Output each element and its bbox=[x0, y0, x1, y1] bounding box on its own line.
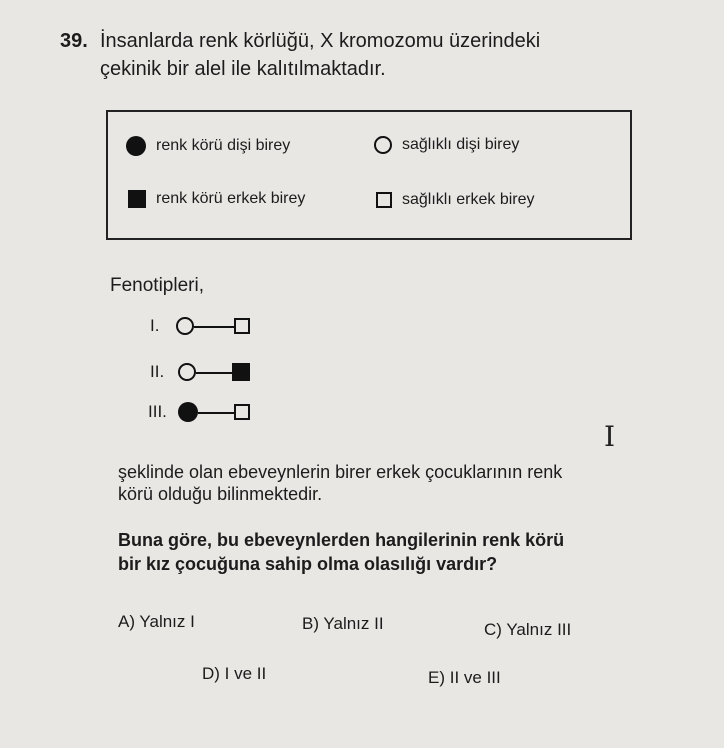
question-line-1: İnsanlarda renk körlüğü, X kromozomu üzerindeki bbox=[100, 30, 541, 52]
empty-square-icon bbox=[376, 192, 392, 208]
legend-box bbox=[106, 110, 632, 240]
statement-line-1: şeklinde olan ebeveynlerin birer erkek çocuklarının renk bbox=[118, 462, 563, 482]
option-b[interactable]: B) Yalnız II bbox=[302, 614, 384, 633]
legend-healthy-male-label: sağlıklı erkek birey bbox=[402, 191, 535, 208]
healthy-male-icon bbox=[234, 404, 250, 420]
prompt-line-2: bir kız çocuğuna sahip olma olasılığı vardır? bbox=[118, 554, 498, 574]
colorblind-female-icon bbox=[178, 402, 198, 422]
option-a[interactable]: A) Yalnız I bbox=[118, 612, 195, 631]
question-number: 39. bbox=[60, 30, 88, 52]
pedigree-row-1-label: I. bbox=[150, 316, 160, 335]
legend-colorblind-female bbox=[126, 136, 290, 156]
mating-line bbox=[194, 326, 234, 328]
healthy-female-icon bbox=[178, 363, 196, 381]
legend-colorblind-female-label: renk körü dişi birey bbox=[156, 137, 291, 154]
prompt-line-1: Buna göre, bu ebeveynlerden hangilerinin renk körü bbox=[118, 530, 565, 550]
pedigree-row-3 bbox=[148, 400, 272, 426]
option-d[interactable]: D) I ve II bbox=[202, 664, 267, 683]
option-c[interactable]: C) Yalnız III bbox=[484, 620, 572, 639]
phenotypes-heading: Fenotipleri, bbox=[110, 275, 204, 296]
pedigree-row-1 bbox=[150, 314, 270, 340]
legend-colorblind-male bbox=[128, 190, 305, 208]
pedigree-row-2 bbox=[150, 360, 270, 386]
pedigree-row-2-label: II. bbox=[150, 362, 165, 381]
mating-line bbox=[196, 372, 232, 374]
healthy-female-icon bbox=[176, 317, 194, 335]
pedigree-row-3-label: III. bbox=[148, 402, 167, 421]
legend-healthy-male bbox=[376, 191, 535, 209]
legend-healthy-female bbox=[374, 136, 519, 154]
filled-square-icon bbox=[128, 190, 146, 208]
statement-line-2: körü olduğu bilinmektedir. bbox=[118, 484, 323, 504]
empty-circle-icon bbox=[374, 136, 392, 154]
legend-colorblind-male-label: renk körü erkek birey bbox=[156, 190, 306, 207]
healthy-male-icon bbox=[234, 318, 250, 334]
question-line-2: çekinik bir alel ile kalıtılmaktadır. bbox=[100, 58, 386, 80]
filled-circle-icon bbox=[126, 136, 146, 156]
mating-line bbox=[198, 412, 234, 414]
colorblind-male-icon bbox=[232, 363, 250, 381]
legend-healthy-female-label: sağlıklı dişi birey bbox=[402, 136, 520, 153]
text-cursor-icon: I bbox=[604, 420, 616, 453]
option-e[interactable]: E) II ve III bbox=[428, 668, 501, 687]
